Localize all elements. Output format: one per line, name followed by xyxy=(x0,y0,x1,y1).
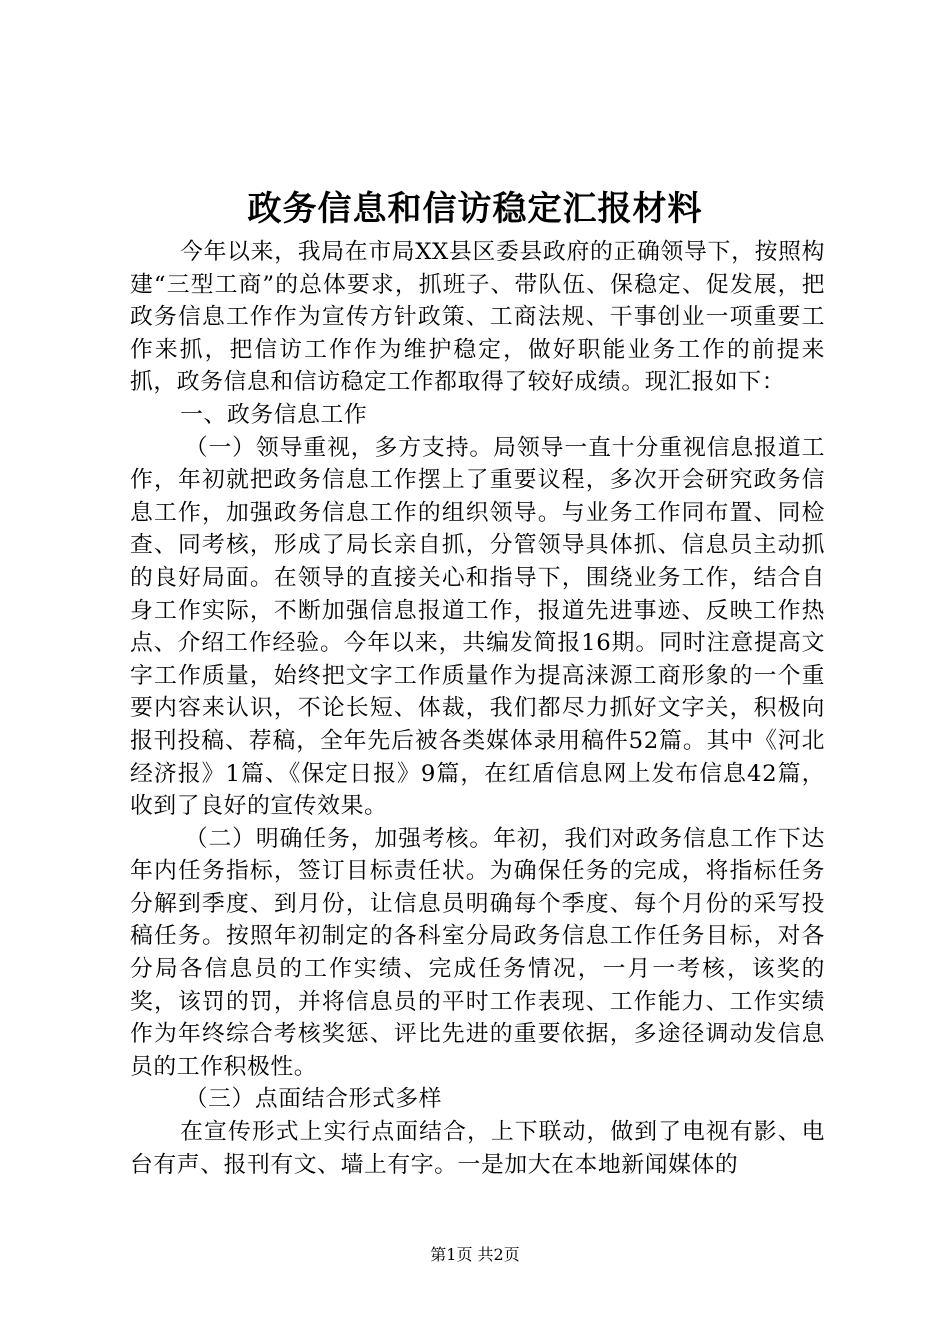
page-footer: 第1页 共2页 xyxy=(430,1245,520,1264)
subsection-heading-3: （三）点面结合形式多样 xyxy=(184,1086,443,1113)
document-body xyxy=(130,236,825,1181)
body-paragraph-3: 在宣传形式上实行点面结合，上下联动，做到了电视有影、电台有声、报刊有文、墙上有字。一是加大在本地新闻媒体的 xyxy=(130,1119,825,1178)
document-title: 政务信息和信访稳定汇报材料 xyxy=(247,189,703,229)
intro-paragraph: 今年以来，我局在市局XX县区委县政府的正确领导下，按照构建“三型工商”的总体要求，抓班子、带队伍、保稳定、促发展，把政务信息工作作为宣传方针政策、工商法规、干事创业一项重要工作来抓，把信访工作作为维护稳定，做好职能业务工作的前提来抓，政务信息和信访稳定工作都取得了较好成绩。现汇报如下： xyxy=(130,239,825,396)
section-heading-1: 一、政务信息工作 xyxy=(180,401,368,428)
subsection-paragraph-2: （二）明确任务，加强考核。年初，我们对政务信息工作下达年内任务指标，签订目标责任状。为确保任务的完成，将指标任务分解到季度、到月份，让信息员明确每个季度、每个月份的采写投稿任务。按照年初制定的各科室分局政务信息工作任务目标，对各分局各信息员的工作实绩、完成任务情况，一月一考核，该奖的奖，该罚的罚，并将信息员的平时工作表现、工作能力、工作实绩作为年终综合考核奖惩、评比先进的重要依据，多途径调动发信息员的工作积极性。 xyxy=(130,825,825,1080)
subsection-paragraph-1: （一）领导重视，多方支持。局领导一直十分重视信息报道工作，年初就把政务信息工作摆上了重要议程，多次开会研究政务信息工作，加强政务信息工作的组织领导。与业务工作同布置、同检查、同考核，形成了局长亲自抓，分管领导具体抓、信息员主动抓的良好局面。在领导的直接关心和指导下，围绕业务工作，结合自身工作实际，不断加强信息报道工作，报道先进事迹、反映工作热点、介绍工作经验。今年以来，共编发简报16期。同时注意提高文字工作质量，始终把文字工作质量作为提高涞源工商形象的一个重要内容来认识，不论长短、体裁，我们都尽力抓好文字关，积极向报刊投稿、荐稿，全年先后被各类媒体录用稿件52篇。其中《河北经济报》1篇、《保定日报》9篇，在红盾信息网上发布信息42篇，收到了良好的宣传效果。 xyxy=(130,434,825,820)
